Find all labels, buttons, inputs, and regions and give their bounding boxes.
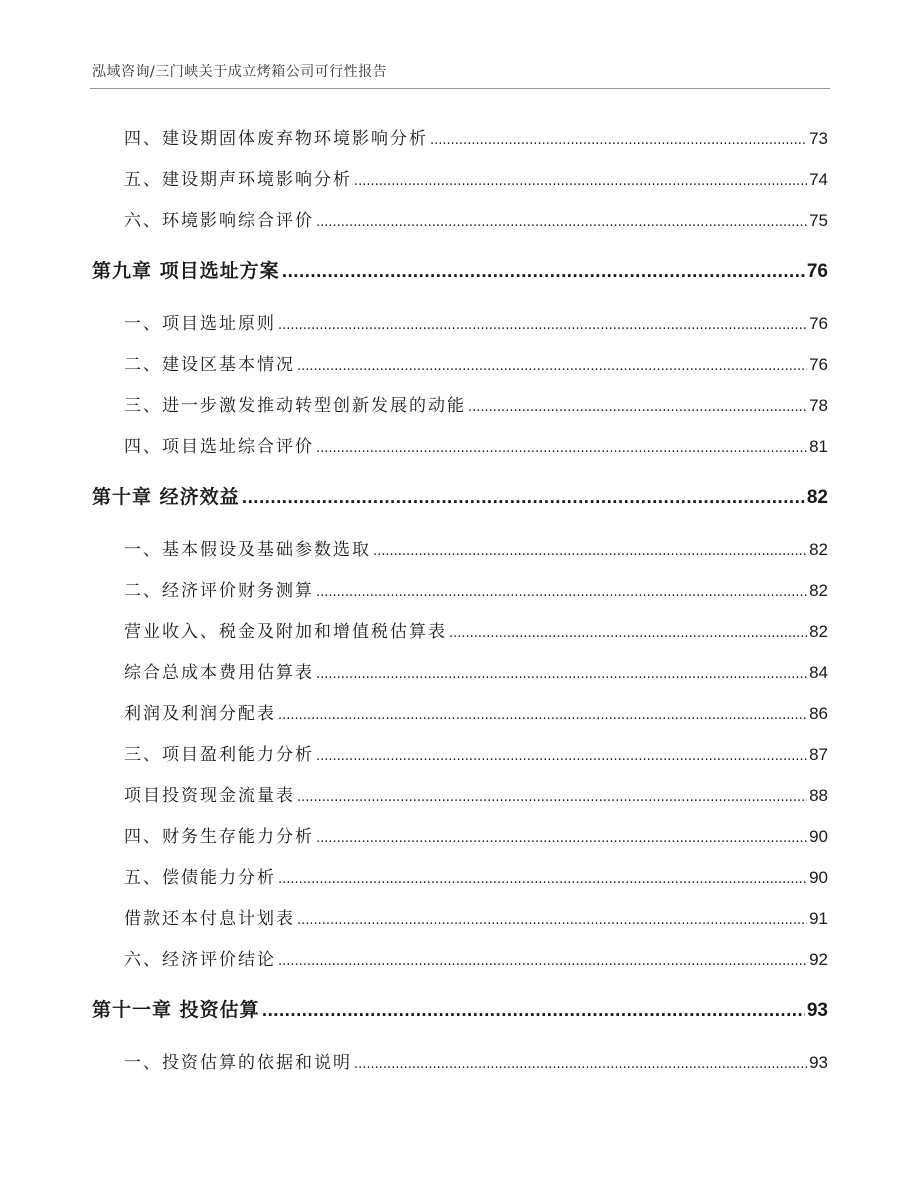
- toc-entry[interactable]: [124, 699, 828, 724]
- toc-entry-page: 90: [809, 868, 828, 887]
- toc-entry-page: 88: [809, 786, 828, 805]
- toc-entry-number: 四、: [124, 827, 162, 847]
- toc-entry[interactable]: [124, 945, 828, 970]
- toc-leader-dots: [278, 704, 807, 724]
- toc-leader-dots: [278, 868, 807, 888]
- toc-entry[interactable]: [124, 535, 828, 560]
- page-header: 泓域咨询/三门峡关于成立烤箱公司可行性报告: [92, 64, 388, 80]
- toc-leader-dots: [316, 437, 807, 457]
- toc-leader-dots: [278, 314, 807, 334]
- toc-entry-number: 四、: [124, 129, 162, 149]
- toc-entry-page: 82: [809, 622, 828, 641]
- toc-entry-page: 74: [809, 170, 828, 189]
- toc-entry-number: 三、: [124, 396, 162, 416]
- toc-entry-page: 75: [809, 211, 828, 230]
- toc-entry-title: 综合总成本费用估算表: [124, 663, 314, 683]
- toc-leader-dots: [468, 396, 807, 416]
- toc-entry-page: 92: [809, 950, 828, 969]
- toc-chapter-title: 第十一章 投资估算: [92, 999, 260, 1021]
- toc-entry[interactable]: [124, 822, 828, 847]
- toc-entry-title: 借款还本付息计划表: [124, 909, 295, 929]
- toc-entry-number: 一、: [124, 540, 162, 560]
- toc-leader-dots: [282, 260, 805, 282]
- toc-entry-number: 四、: [124, 437, 162, 457]
- toc-leader-dots: [297, 909, 807, 929]
- toc-entry[interactable]: [124, 432, 828, 457]
- toc-leader-dots: [262, 999, 805, 1021]
- toc-entry-number: 三、: [124, 745, 162, 765]
- toc-entry-number: 五、: [124, 170, 162, 190]
- toc-leader-dots: [449, 622, 807, 642]
- toc-entry-page: 86: [809, 704, 828, 723]
- toc-leader-dots: [316, 827, 807, 847]
- toc-entry-title: 营业收入、税金及附加和增值税估算表: [124, 622, 447, 642]
- toc-entry[interactable]: [124, 124, 828, 149]
- toc-leader-dots: [354, 170, 807, 190]
- toc-entry-title: 财务生存能力分析: [162, 827, 314, 847]
- toc-chapter-entry[interactable]: [92, 482, 828, 509]
- toc-entry-page: 84: [809, 663, 828, 682]
- toc-entry-title: 偿债能力分析: [162, 868, 276, 888]
- toc-entry[interactable]: [124, 863, 828, 888]
- toc-leader-dots: [297, 786, 807, 806]
- toc-entry-title: 投资估算的依据和说明: [162, 1053, 352, 1073]
- toc-chapter-page: 76: [806, 261, 828, 282]
- toc-entry-number: 一、: [124, 1053, 162, 1073]
- toc-entry[interactable]: [124, 576, 828, 601]
- header-divider: [90, 88, 830, 89]
- toc-entry-title: 项目选址综合评价: [162, 437, 314, 457]
- toc-entry[interactable]: [124, 350, 828, 375]
- toc-leader-dots: [316, 211, 807, 231]
- toc-chapter-title: 第十章 经济效益: [92, 486, 240, 508]
- toc-entry-title: 利润及利润分配表: [124, 704, 276, 724]
- toc-entry-page: 90: [809, 827, 828, 846]
- toc-entry[interactable]: [124, 1048, 828, 1073]
- toc-chapter-page: 93: [806, 1000, 828, 1021]
- toc-leader-dots: [316, 581, 807, 601]
- toc-chapter-title: 第九章 项目选址方案: [92, 260, 280, 282]
- toc-entry-title: 环境影响综合评价: [162, 211, 314, 231]
- toc-entry-number: 五、: [124, 868, 162, 888]
- toc-entry-page: 82: [809, 581, 828, 600]
- toc-entry-title: 项目投资现金流量表: [124, 786, 295, 806]
- toc-entry-page: 78: [809, 396, 828, 415]
- toc-entry-title: 项目盈利能力分析: [162, 745, 314, 765]
- toc-entry[interactable]: [124, 391, 828, 416]
- toc-entry-title: 进一步激发推动转型创新发展的动能: [162, 396, 466, 416]
- toc-entry-page: 82: [809, 540, 828, 559]
- toc-entry[interactable]: [124, 617, 828, 642]
- toc-entry-number: 一、: [124, 314, 162, 334]
- toc-chapter-page: 82: [806, 487, 828, 508]
- toc-entry[interactable]: [124, 781, 828, 806]
- toc-entry[interactable]: [124, 309, 828, 334]
- toc-entry[interactable]: [124, 658, 828, 683]
- toc-chapter-entry[interactable]: [92, 995, 828, 1022]
- toc-leader-dots: [278, 950, 807, 970]
- toc-leader-dots: [316, 745, 807, 765]
- toc-entry[interactable]: [124, 740, 828, 765]
- toc-entry-number: 六、: [124, 950, 162, 970]
- toc-entry-title: 建设区基本情况: [162, 355, 295, 375]
- toc-entry-title: 经济评价结论: [162, 950, 276, 970]
- toc-entry-title: 经济评价财务测算: [162, 581, 314, 601]
- toc-entry-title: 基本假设及基础参数选取: [162, 540, 371, 560]
- toc-leader-dots: [297, 355, 807, 375]
- toc-leader-dots: [354, 1053, 807, 1073]
- toc-entry-title: 建设期固体废弃物环境影响分析: [162, 129, 428, 149]
- toc-leader-dots: [373, 540, 807, 560]
- toc-entry[interactable]: [124, 206, 828, 231]
- toc-entry-page: 73: [809, 129, 828, 148]
- toc-chapter-entry[interactable]: [92, 256, 828, 283]
- toc-entry-page: 76: [809, 355, 828, 374]
- toc-entry-page: 76: [809, 314, 828, 333]
- toc-entry-title: 建设期声环境影响分析: [162, 170, 352, 190]
- toc-leader-dots: [242, 486, 805, 508]
- toc-leader-dots: [430, 129, 807, 149]
- toc-leader-dots: [316, 663, 807, 683]
- toc-entry-page: 91: [809, 909, 828, 928]
- toc-entry-page: 81: [809, 437, 828, 456]
- toc-entry-title: 项目选址原则: [162, 314, 276, 334]
- toc-entry-page: 93: [809, 1053, 828, 1072]
- toc-entry-number: 六、: [124, 211, 162, 231]
- toc-entry[interactable]: [124, 904, 828, 929]
- toc-entry-number: 二、: [124, 581, 162, 601]
- toc-entry-number: 二、: [124, 355, 162, 375]
- toc-entry[interactable]: [124, 165, 828, 190]
- toc-entry-page: 87: [809, 745, 828, 764]
